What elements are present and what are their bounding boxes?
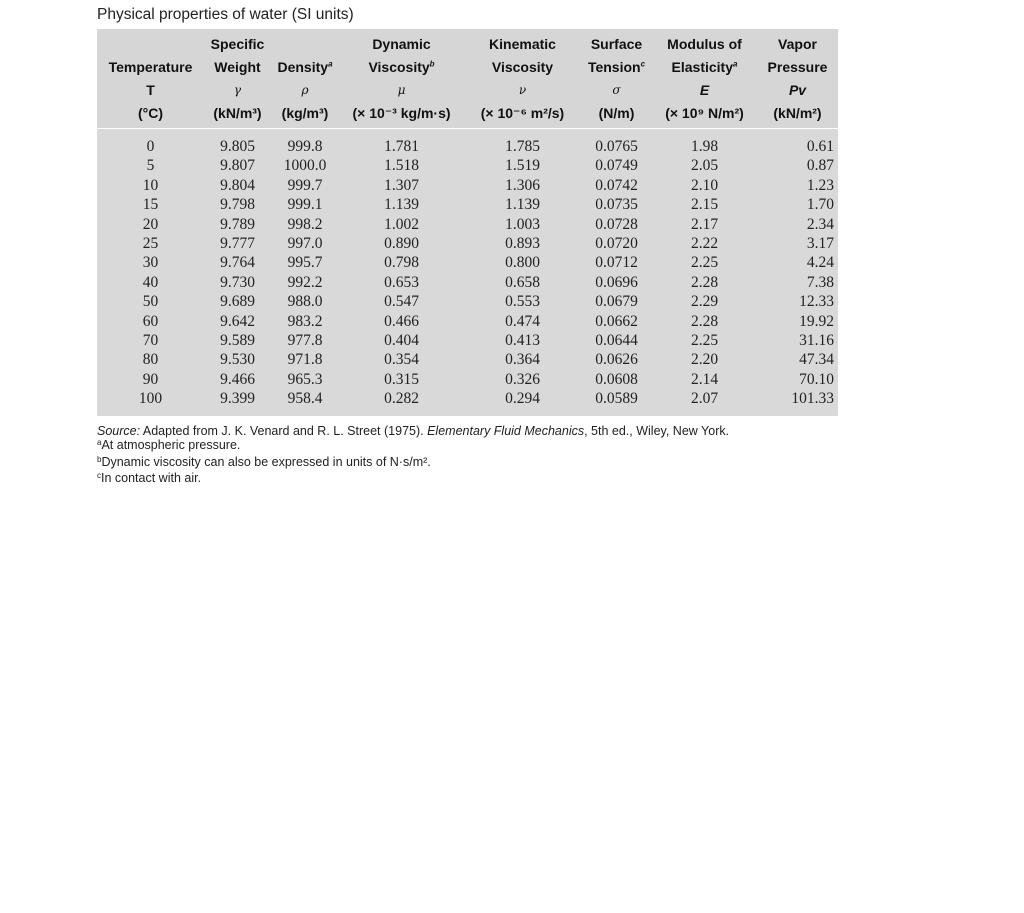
- table-row: [97, 312, 838, 331]
- table-cell: 1.519: [505, 157, 540, 175]
- table-cell: 80: [142, 351, 159, 369]
- table-cell: 9.804: [220, 176, 255, 194]
- footnote-a: [97, 438, 857, 455]
- table-cell: 0.798: [384, 254, 419, 272]
- table-cell: 7.38: [806, 273, 834, 291]
- water-properties-table: [97, 29, 838, 416]
- table-cell: 0.658: [505, 273, 540, 291]
- table-cell: 0.87: [806, 157, 834, 175]
- table-cell: 977.8: [287, 332, 323, 350]
- table-cell: 2.05: [690, 157, 719, 175]
- table-cell: 9.399: [220, 390, 255, 408]
- table-cell: 971.8: [287, 351, 323, 369]
- table-cell: 2.20: [690, 351, 719, 369]
- table-cell: 9.807: [220, 157, 255, 175]
- table-cell: 0.0735: [595, 196, 638, 214]
- header-cell: Temperature: [108, 59, 193, 75]
- footnote-c: [97, 471, 857, 488]
- table-cell: 100: [138, 390, 163, 408]
- table-cell: 0.0712: [595, 254, 638, 272]
- table-cell: 5: [146, 157, 155, 175]
- table-cell: 992.2: [287, 273, 323, 291]
- table-row: [97, 253, 838, 272]
- table-cell: 30: [142, 254, 159, 272]
- table-cell: 9.530: [220, 351, 255, 369]
- table-cell: 958.4: [287, 390, 323, 408]
- header-cell: γ: [233, 83, 242, 97]
- table-row: [97, 215, 838, 234]
- table-cell: 0.0626: [595, 351, 638, 369]
- table-cell: 70.10: [799, 370, 834, 388]
- table-cell: 0.893: [505, 235, 540, 253]
- table-cell: 0.413: [505, 332, 540, 350]
- table-cell: 0.0608: [595, 370, 638, 388]
- table-row: [97, 370, 838, 389]
- table-cell: 0.0589: [595, 390, 638, 408]
- header-row-symbols: [97, 79, 838, 102]
- table-cell: 0.326: [505, 370, 540, 388]
- table-cell: 50: [142, 293, 159, 311]
- table-cell: 70: [142, 332, 159, 350]
- footnote-mark: a: [97, 438, 102, 448]
- table-cell: 20: [142, 215, 159, 233]
- table-cell: 9.730: [220, 273, 255, 291]
- table-cell: 9.466: [220, 370, 255, 388]
- header-cell: Pv: [788, 82, 807, 98]
- source-tail: , 5th ed., Wiley, New York.: [584, 423, 730, 438]
- table-cell: 0.0749: [595, 157, 638, 175]
- header-label: Viscosity: [368, 59, 430, 75]
- table-cell: 0.354: [384, 351, 419, 369]
- table-cell: 2.28: [690, 273, 719, 291]
- table-cell: 1.518: [384, 157, 419, 175]
- header-cell: Dynamic: [372, 36, 431, 52]
- header-cell: [652, 56, 757, 79]
- table-cell: 0.890: [384, 235, 419, 253]
- table-cell: 0.61: [806, 138, 834, 155]
- table-row: [97, 156, 838, 175]
- table-cell: 0.0696: [595, 273, 638, 291]
- header-cell: (× 10⁻³ kg/m·s): [352, 105, 451, 121]
- table-cell: 999.7: [287, 176, 323, 194]
- table-cell: 999.1: [287, 196, 323, 214]
- source-note: [97, 424, 857, 439]
- header-cell: Surface: [590, 36, 643, 52]
- header-cell: T: [146, 82, 155, 98]
- table-cell: 9.798: [220, 196, 255, 214]
- document: [97, 5, 857, 488]
- table-cell: 0.404: [384, 332, 419, 350]
- table-row: [97, 195, 838, 214]
- header-cell: [97, 29, 204, 56]
- table-cell: 0.0765: [595, 138, 638, 155]
- table-cell: 9.689: [220, 293, 255, 311]
- table-cell: 0.800: [505, 254, 540, 272]
- table-cell: 1.23: [806, 176, 834, 194]
- table-cell: 1.306: [505, 176, 540, 194]
- table-row: [97, 129, 838, 156]
- source-text: Adapted from J. K. Venard and R. L. Street (1975).: [142, 423, 424, 438]
- table-cell: 0.466: [384, 312, 419, 330]
- table-cell: 1.139: [505, 196, 540, 214]
- table-notes: [97, 424, 857, 488]
- table-cell: 2.34: [806, 215, 834, 233]
- table-cell: 1.139: [384, 196, 419, 214]
- table-cell: 2.25: [690, 254, 719, 272]
- table-cell: 983.2: [287, 312, 323, 330]
- table-cell: 40: [142, 273, 159, 291]
- header-cell: E: [699, 82, 710, 98]
- table-cell: 60: [142, 312, 159, 330]
- table-cell: 10: [142, 176, 159, 194]
- table-cell: 1000.0: [283, 157, 327, 175]
- table-cell: 0.553: [505, 293, 540, 311]
- table-row: [97, 350, 838, 369]
- table-cell: 0.0679: [595, 293, 638, 311]
- header-cell: σ: [612, 83, 621, 97]
- header-cell: [271, 56, 339, 79]
- table-cell: 1.781: [384, 138, 419, 155]
- header-cell: Vapor: [778, 36, 817, 52]
- table-cell: 998.2: [287, 215, 323, 233]
- table-cell: 0.0728: [595, 215, 638, 233]
- table-cell: 9.789: [220, 215, 255, 233]
- table-cell: 2.28: [690, 312, 719, 330]
- table-cell: 2.29: [690, 293, 719, 311]
- header-cell: [271, 29, 339, 56]
- table-cell: 999.8: [287, 138, 323, 155]
- table-cell: 101.33: [791, 390, 834, 408]
- table-cell: 47.34: [799, 351, 834, 369]
- table-cell: 0.294: [505, 390, 540, 408]
- header-label: Tension: [587, 59, 641, 75]
- table-cell: 2.10: [690, 176, 719, 194]
- footnote-mark: b: [97, 454, 102, 464]
- table-row: [97, 273, 838, 292]
- header-cell: Pressure: [767, 59, 828, 75]
- table-cell: 0.315: [384, 370, 419, 388]
- header-cell: (kN/m²): [773, 105, 822, 121]
- table-row: [97, 234, 838, 253]
- header-cell: (N/m): [598, 105, 635, 121]
- table-cell: 9.642: [220, 312, 255, 330]
- table-cell: 0.474: [505, 312, 540, 330]
- table-cell: 2.22: [690, 235, 719, 253]
- table-cell: 31.16: [799, 332, 834, 350]
- table-cell: 0.0662: [595, 312, 638, 330]
- table-row: [97, 176, 838, 195]
- header-cell: (× 10⁻⁶ m²/s): [480, 105, 565, 121]
- header-cell: Specific: [210, 36, 265, 52]
- footnote-b: [97, 455, 857, 472]
- table-cell: 1.307: [384, 176, 419, 194]
- table-cell: 2.17: [690, 215, 719, 233]
- header-cell: μ: [397, 83, 406, 97]
- table-cell: 965.3: [287, 370, 323, 388]
- header-cell: Weight: [214, 59, 261, 75]
- header-cell: (kg/m³): [281, 105, 329, 121]
- table-cell: 25: [142, 235, 159, 253]
- header-row-2: [97, 56, 838, 79]
- table-cell: 3.17: [806, 235, 834, 253]
- table-cell: 0: [146, 138, 155, 155]
- header-label: Elasticity: [671, 59, 734, 75]
- header-label: Density: [277, 59, 329, 75]
- table-cell: 4.24: [806, 254, 834, 272]
- table-cell: 0.0644: [595, 332, 638, 350]
- footnote-mark: c: [97, 471, 101, 481]
- footnote-mark: a: [733, 59, 738, 69]
- footnote-text: At atmospheric pressure.: [101, 438, 241, 453]
- table-cell: 0.282: [384, 390, 419, 408]
- header-cell: (× 10⁹ N/m²): [665, 105, 744, 121]
- table-cell: 1.003: [505, 215, 540, 233]
- table-cell: 12.33: [799, 293, 834, 311]
- header-cell: ρ: [301, 83, 309, 97]
- footnote-mark: c: [640, 59, 646, 69]
- header-cell: Viscosity: [491, 59, 554, 75]
- table-cell: 1.70: [806, 196, 834, 214]
- header-cell: (°C): [137, 105, 164, 121]
- header-row-units: [97, 102, 838, 129]
- header-cell: ν: [518, 83, 527, 97]
- table-cell: 0.0720: [595, 235, 638, 253]
- table-cell: 1.98: [690, 138, 719, 155]
- table-cell: 2.25: [690, 332, 719, 350]
- table-cell: 997.0: [287, 235, 323, 253]
- header-cell: [581, 56, 652, 79]
- footnote-mark: a: [328, 59, 333, 69]
- table-row: [97, 331, 838, 350]
- table-cell: 19.92: [799, 312, 834, 330]
- table-cell: 9.764: [220, 254, 255, 272]
- table-body: [97, 129, 838, 416]
- table-cell: 995.7: [287, 254, 323, 272]
- properties-table: [97, 29, 838, 416]
- table-row: [97, 292, 838, 311]
- table-cell: 1.785: [505, 138, 540, 155]
- table-cell: 0.0742: [595, 176, 638, 194]
- header-cell: Modulus of: [667, 36, 742, 52]
- table-cell: 0.653: [384, 273, 419, 291]
- source-label: Source:: [97, 423, 141, 438]
- table-cell: 0.547: [384, 293, 419, 311]
- footnote-text: Dynamic viscosity can also be expressed in units of N·s/m².: [101, 454, 431, 469]
- table-cell: 15: [142, 196, 159, 214]
- table-cell: 9.777: [220, 235, 255, 253]
- table-row: [97, 389, 838, 415]
- table-cell: 9.805: [220, 138, 255, 155]
- header-row-1: [97, 29, 838, 56]
- table-cell: 9.589: [220, 332, 255, 350]
- table-cell: 1.002: [384, 215, 419, 233]
- header-cell: [339, 56, 464, 79]
- footnote-text: In contact with air.: [101, 471, 202, 486]
- table-cell: 2.07: [690, 390, 719, 408]
- source-book: Elementary Fluid Mechanics: [427, 423, 585, 438]
- table-cell: 2.15: [690, 196, 719, 214]
- header-cell: (kN/m³): [213, 105, 262, 121]
- footnote-mark: b: [429, 59, 435, 69]
- table-caption: Physical properties of water (SI units): [97, 6, 354, 23]
- table-cell: 0.364: [505, 351, 540, 369]
- header-cell: Kinematic: [489, 36, 556, 52]
- table-cell: 2.14: [690, 370, 719, 388]
- table-cell: 988.0: [287, 293, 323, 311]
- table-cell: 90: [142, 370, 159, 388]
